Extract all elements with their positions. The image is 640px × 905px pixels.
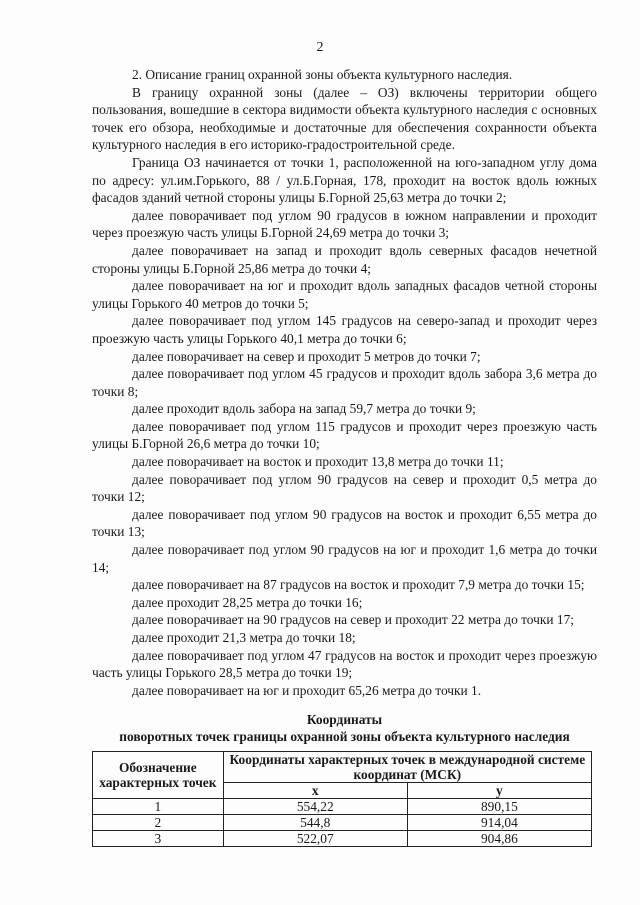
paragraph: далее поворачивает на 87 градусов на восток и проходит 7,9 метра до точки 15; (132, 577, 585, 593)
paragraph: далее проходит вдоль забора на запад 59,7 метра до точки 9; (132, 401, 476, 417)
paragraph: далее поворачивает на север и проходит 5 метров до точки 7; (132, 348, 481, 364)
table-row (93, 799, 592, 815)
coordinates-table (92, 751, 592, 847)
cell-x: 554,22 (223, 799, 407, 815)
table-row (93, 815, 592, 831)
cell-point: 3 (93, 831, 224, 847)
paragraph: далее поворачивает под углом 47 градусов на восток и проходит через проезжую часть улицы Горького 28,5 метра до точки 19; (92, 647, 597, 681)
paragraph: далее поворачивает на восток и проходит 13,8 метра до точки 11; (132, 454, 504, 470)
paragraph: далее поворачивает под углом 90 градусов на север и проходит 0,5 метра до точки 12; (92, 471, 597, 505)
paragraph: далее поворачивает под углом 115 градусов и проходит через проезжую часть улицы Б.Горной 26,6 метра до точки 10; (92, 418, 597, 452)
paragraph: далее проходит 28,25 метра до точки 16; (132, 594, 363, 610)
paragraph: В границу охранной зоны (далее – ОЗ) включены территории общего пользования, вошедшие в сектора видимости объекта культурного наследия с основных точек его обзора, необходимые и достаточные для обеспечения сохранности объекта культурного наследия в его историко-градостроительной среде. (92, 84, 597, 153)
cell-y: 890,15 (407, 799, 591, 815)
paragraph: далее поворачивает под углом 45 градусов и проходит вдоль забора 3,6 метра до точки 8; (92, 366, 597, 399)
table-row (93, 831, 592, 847)
coordinates-heading (92, 711, 597, 745)
col-point-header: Обозначение характерных точек (93, 752, 224, 799)
cell-x: 544,8 (223, 815, 407, 831)
paragraph: далее поворачивает под углом 90 градусов на юг и проходит 1,6 метра до точки 14; (92, 542, 597, 575)
cell-y: 904,86 (407, 831, 591, 847)
heading-line-1: Координаты (306, 712, 383, 728)
paragraph: далее поворачивает под углом 145 градусов на северо-запад и проходит через проезжую часть улицы Горького 40,1 метра до точки 6; (92, 313, 597, 346)
paragraph: Граница ОЗ начинается от точки 1, расположенной на юго-западном углу дома по адресу: ул.им.Горького, 88 / ул.Б.Горная, 178, проходит на восток вдоль южных фасадов зданий четной стороны улицы Б.Горной 25,63 метра до точки 2; (92, 154, 597, 206)
col-x-header: x (223, 783, 407, 799)
col-y-header: y (407, 783, 591, 799)
heading-line-2: поворотных точек границы охранной зоны объекта культурного наследия (119, 729, 570, 745)
page-number: 2 (316, 40, 324, 55)
paragraph: далее поворачивает на юг и проходит вдоль западных фасадов четной стороны улицы Горького 40 метров до точки 5; (92, 278, 597, 311)
cell-y: 914,04 (407, 815, 591, 831)
paragraph: далее поворачивает на юг и проходит 65,26 метра до точки 1. (132, 682, 482, 698)
paragraph: далее поворачивает на запад и проходит вдоль северных фасадов нечетной стороны улицы Б.Горной 25,86 метра до точки 4; (92, 242, 597, 276)
paragraph: далее поворачивает под углом 90 градусов в южном направлении и проходит через проезжую часть улицы Б.Горной 24,69 метра до точки 3; (92, 207, 597, 241)
col-coords-header: Координаты характерных точек в международной системе координат (МСК) (223, 752, 591, 783)
paragraph: далее проходит 21,3 метра до точки 18; (132, 630, 356, 645)
section-title: 2. Описание границ охранной зоны объекта культурного наследия. (132, 67, 513, 82)
cell-x: 522,07 (223, 831, 407, 847)
table-header-row (93, 752, 592, 783)
document-body (92, 66, 597, 847)
paragraph: далее поворачивает под углом 90 градусов на восток и проходит 6,55 метра до точки 13; (92, 506, 597, 540)
paragraph: далее поворачивает на 90 градусов на север и проходит 22 метра до точки 17; (132, 612, 575, 628)
cell-point: 1 (93, 799, 224, 815)
cell-point: 2 (93, 815, 224, 831)
